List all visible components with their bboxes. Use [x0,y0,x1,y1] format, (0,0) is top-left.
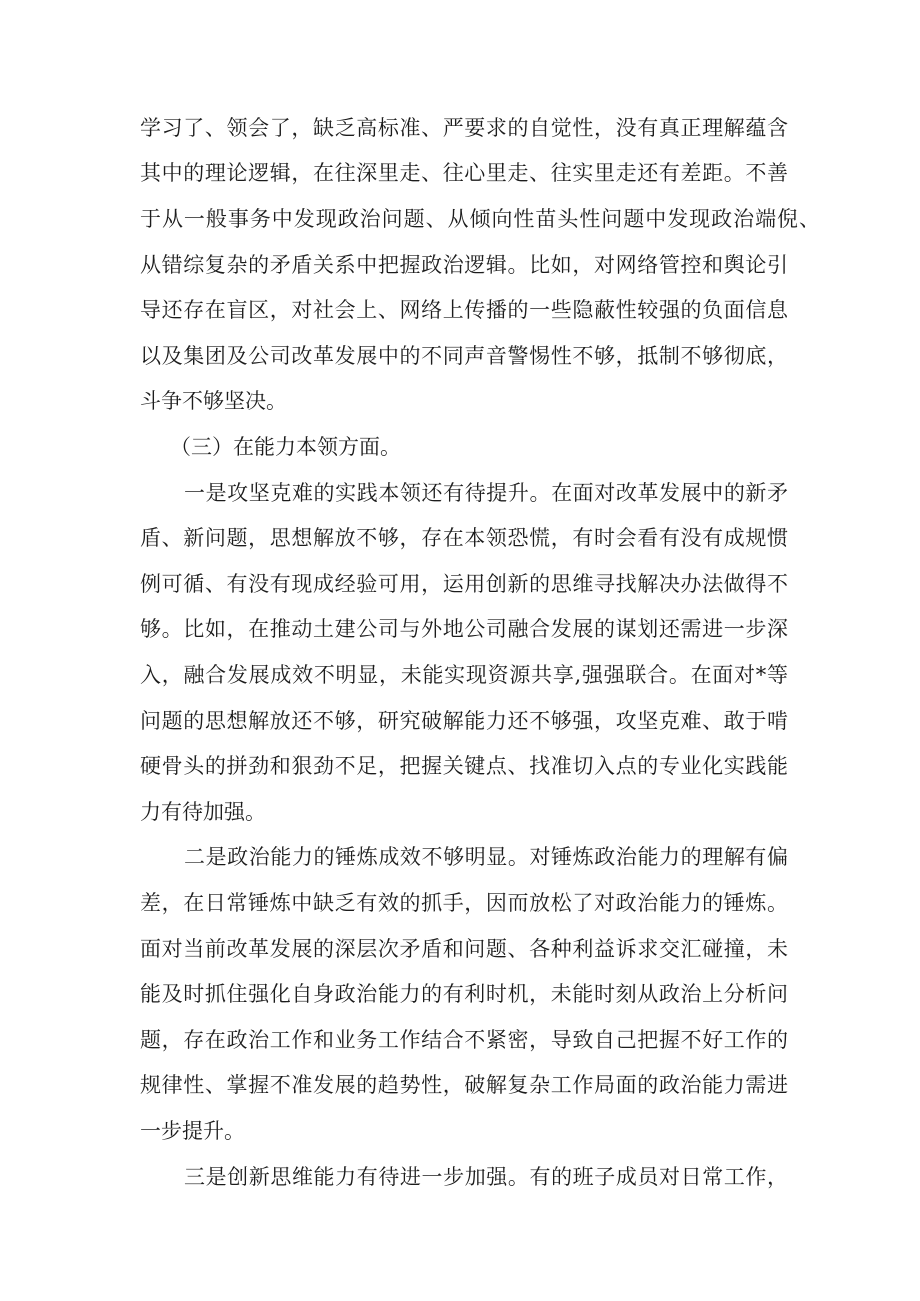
text-line: 力有待加强。 [140,800,266,824]
paragraph-start: 一是攻坚克难的实践本领还有待提升。在面对改革发展中的新矛 [184,481,788,505]
text-line: 从错综复杂的矛盾关系中把握政治逻辑。比如，对网络管控和舆论引 [140,253,788,277]
text-line: 导还存在盲区，对社会上、网络上传播的一些隐蔽性较强的负面信息 [140,298,788,322]
text-line: 斗争不够坚决。 [140,389,287,413]
text-line: 其中的理论逻辑，在往深里走、往心里走、往实里走还有差距。不善 [140,161,788,185]
text-line: 能及时抓住强化自身政治能力的有利时机，未能时刻从政治上分析问 [140,982,788,1006]
text-line: 一步提升。 [140,1119,245,1143]
text-line: 够。比如，在推动土建公司与外地公司融合发展的谋划还需进一步深 [140,617,788,641]
text-line: 盾、新问题，思想解放不够，存在本领恐慌，有时会看有没有成规惯 [140,526,788,550]
text-line: 题，存在政治工作和业务工作结合不紧密，导致自己把握不好工作的 [140,1028,788,1052]
text-line: 差，在日常锤炼中缺乏有效的抓手，因而放松了对政治能力的锤炼。 [140,891,788,915]
text-line: 面对当前改革发展的深层次矛盾和问题、各种利益诉求交汇碰撞，未 [140,937,788,961]
paragraph-start: 三是创新思维能力有待进一步加强。有的班子成员对日常工作， [184,1165,788,1189]
text-line: 问题的思想解放还不够，研究破解能力还不够强，攻坚克难、敢于啃 [140,709,788,733]
text-line: 于从一般事务中发现政治问题、从倾向性苗头性问题中发现政治端倪、 [140,207,820,231]
text-line: 例可循、有没有现成经验可用，运用创新的思维寻找解决办法做得不 [140,572,788,596]
paragraph-start: 二是政治能力的锤炼成效不够明显。对锤炼政治能力的理解有偏 [184,845,788,869]
section-heading: （三）在能力本领方面。 [170,435,401,459]
text-line: 入，融合发展成效不明显，未能实现资源共享,强强联合。在面对*等 [140,663,788,687]
text-line: 学习了、领会了，缺乏高标准、严要求的自觉性，没有真正理解蕴含 [140,116,788,140]
text-line: 硬骨头的拼劲和狠劲不足，把握关键点、找准切入点的专业化实践能 [140,754,788,778]
text-line: 以及集团及公司改革发展中的不同声音警惕性不够，抵制不够彻底， [140,344,788,368]
text-line: 规律性、掌握不准发展的趋势性，破解复杂工作局面的政治能力需进 [140,1073,788,1097]
